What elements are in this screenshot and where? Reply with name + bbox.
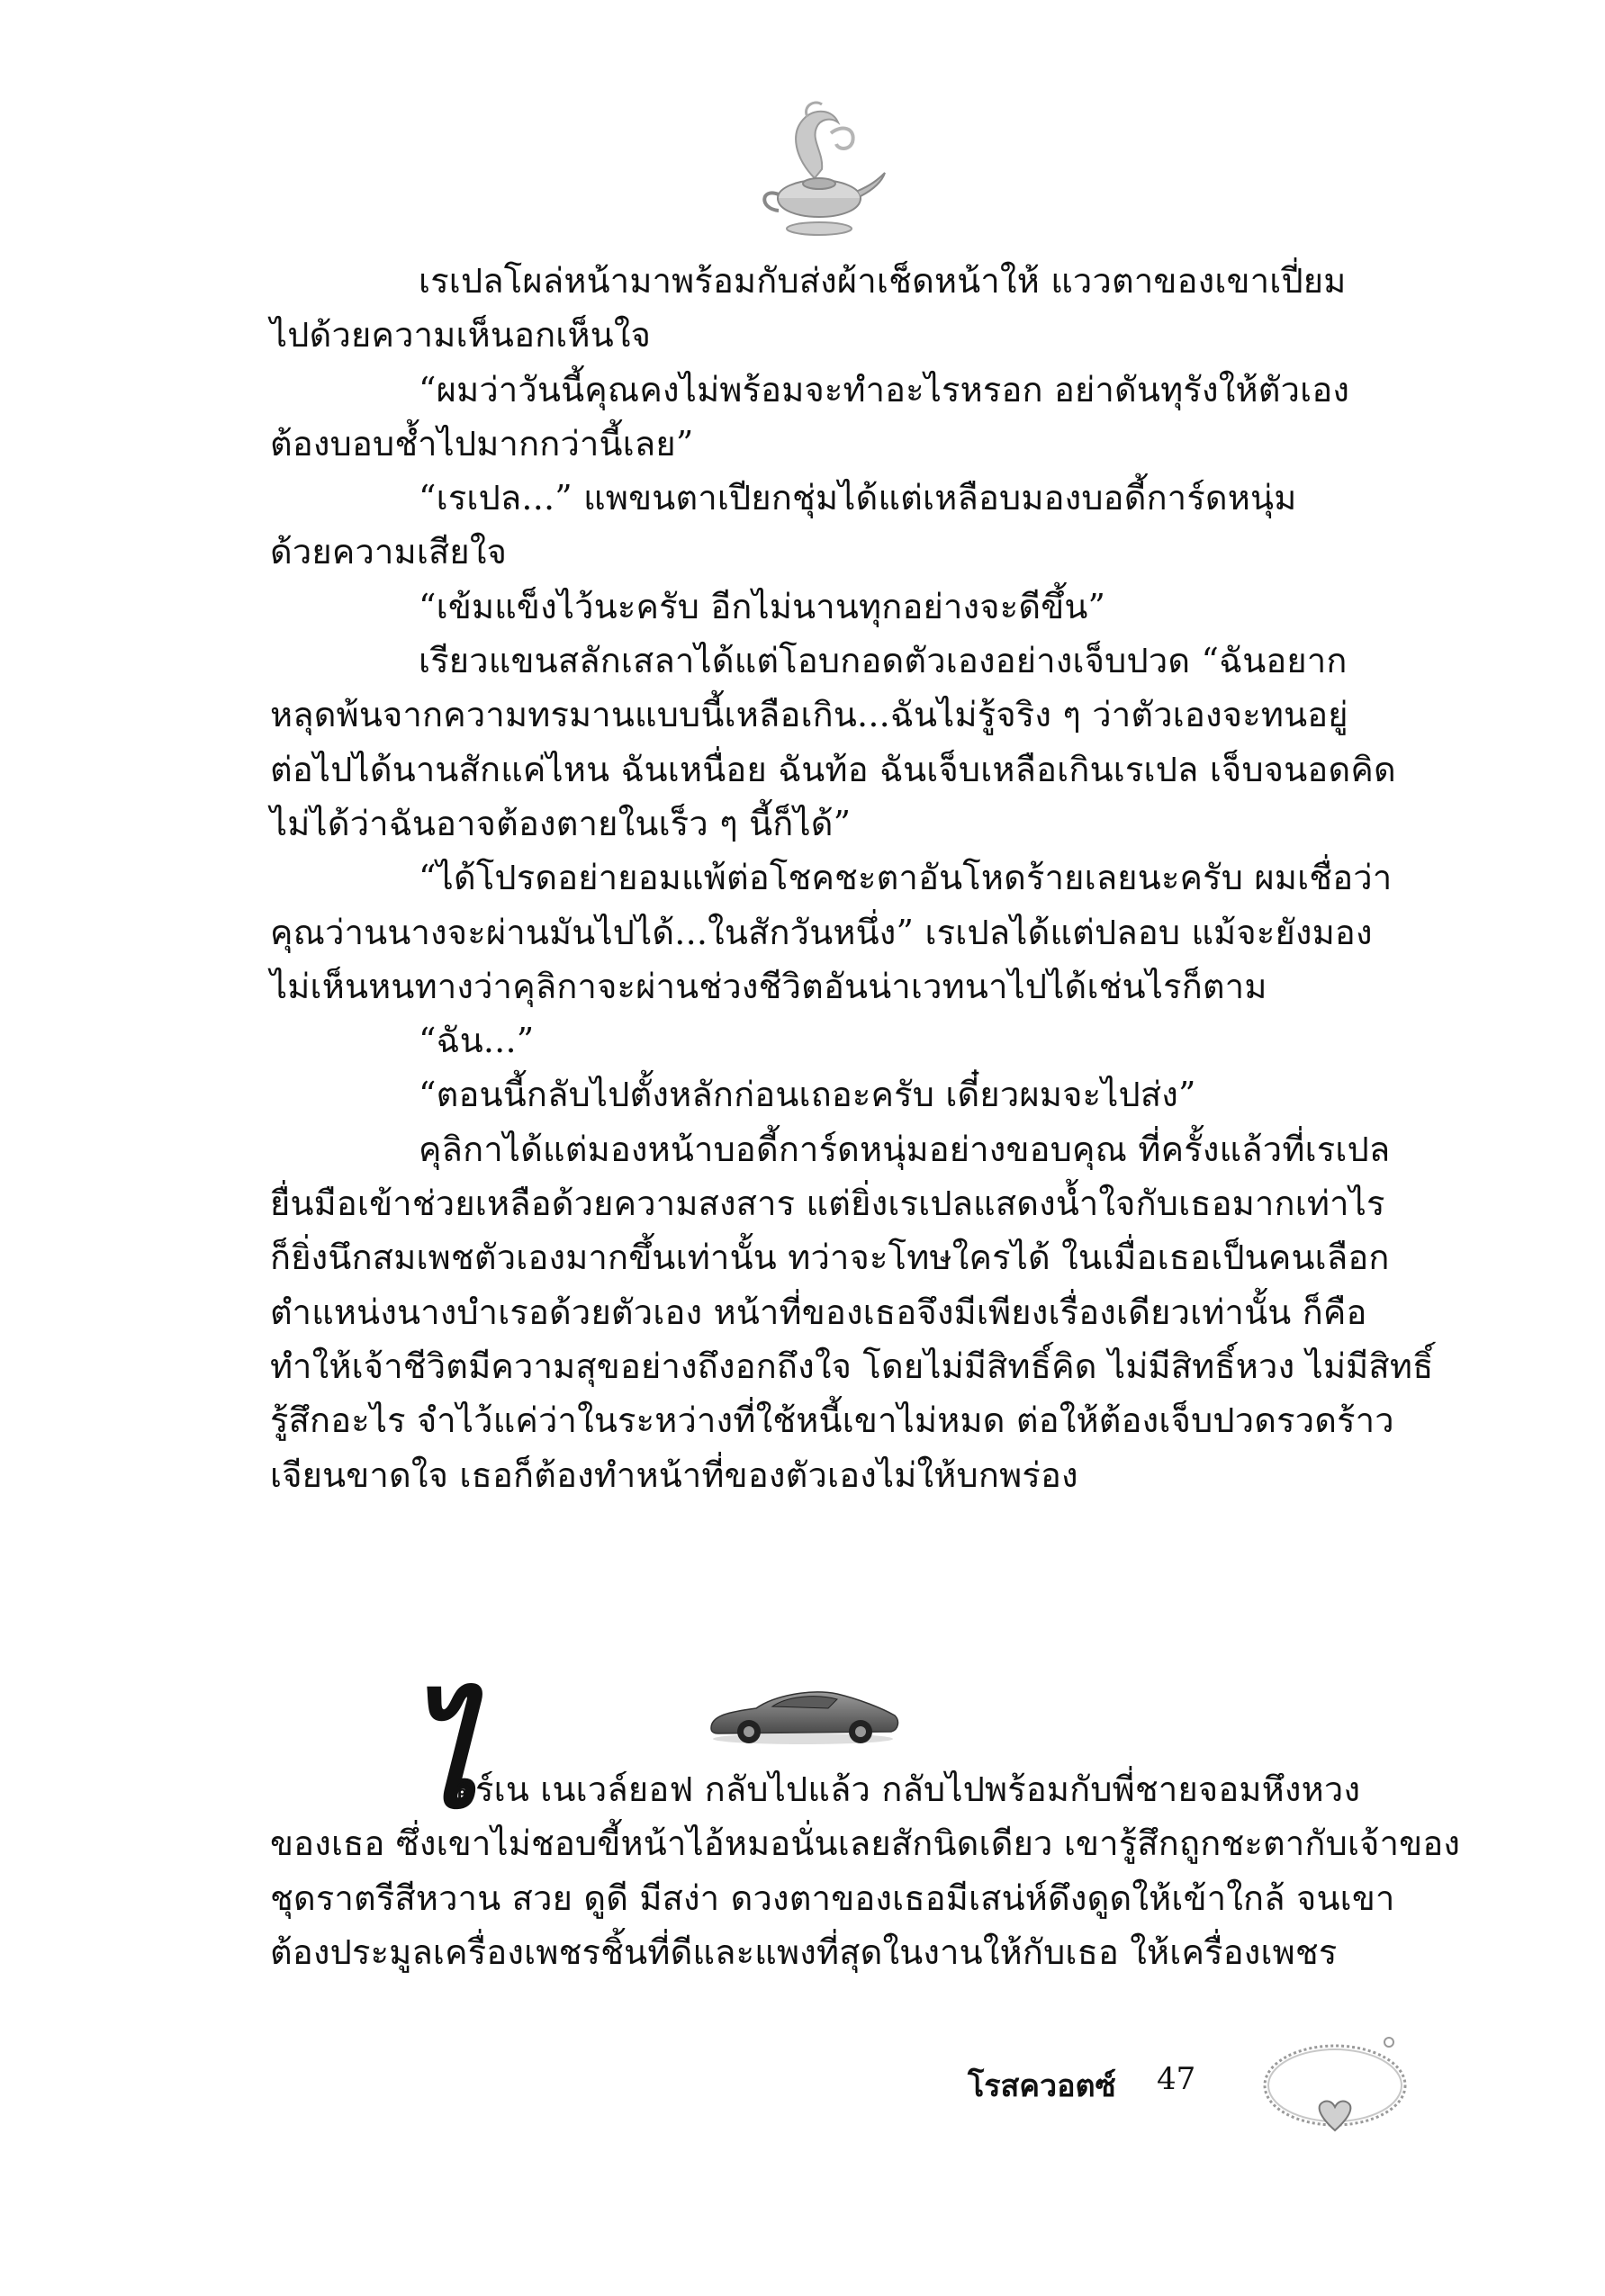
text-line: ก็ยิ่งนึกสมเพชตัวเองมากขึ้นเท่านั้น ทว่าจะโทษใครได้ ในเมื่อเธอเป็นคนเลือก bbox=[270, 1238, 1390, 1278]
text-line: “ฉัน...” bbox=[419, 1021, 535, 1061]
text-line: “เรเปล...” แพขนตาเปียกชุ่มได้แต่เหลือบมองบอดี้การ์ดหนุ่ม bbox=[419, 478, 1297, 518]
running-footer-title: โรสควอตซ์ bbox=[968, 2068, 1116, 2104]
text-line: “เข้มแข็งไว้นะครับ อีกไม่นานทุกอย่างจะดีขึ้น” bbox=[419, 586, 1106, 626]
text-line: หลุดพ้นจากความทรมานแบบนี้เหลือเกิน...ฉันไม่รู้จริง ๆ ว่าตัวเองจะทนอยู่ bbox=[270, 695, 1348, 735]
car-icon bbox=[702, 1676, 905, 1748]
text-line: เจียนขาดใจ เธอก็ต้องทำหน้าที่ของตัวเองไม่ให้บกพร่อง bbox=[270, 1454, 1078, 1495]
text-line: คุณว่านนางจะผ่านมันไปได้...ในสักวันหนึ่ง” เรเปลได้แต่ปลอบ แม้จะยังมอง bbox=[270, 912, 1373, 952]
teapot-ornament-icon bbox=[752, 97, 887, 241]
text-line: ไม่เห็นหนทางว่าคุลิกาจะผ่านช่วงชีวิตอันน่าเวทนาไปได้เช่นไรก็ตาม bbox=[270, 966, 1267, 1006]
text-line: ตำแหน่งนางบำเรอด้วยตัวเอง หน้าที่ของเธอจึงมีเพียงเรื่องเดียวเท่านั้น ก็คือ bbox=[270, 1292, 1367, 1332]
text-line: รู้สึกอะไร จำไว้แค่ว่าในระหว่างที่ใช้หนี้เขาไม่หมด ต่อให้ต้องเจ็บปวดรวดร้าว bbox=[270, 1400, 1394, 1441]
text-line: “ตอนนี้กลับไปตั้งหลักก่อนเถอะครับ เดี๋ยวผมจะไปส่ง” bbox=[419, 1075, 1196, 1115]
text-line: คุลิกาได้แต่มองหน้าบอดี้การ์ดหนุ่มอย่างขอบคุณ ที่ครั้งแล้วที่เรเปล bbox=[419, 1129, 1391, 1169]
dropcap-letter: ไ bbox=[409, 1680, 477, 1839]
section-two-text bbox=[270, 1762, 1461, 1979]
text-line: ไปด้วยความเห็นอกเห็นใจ bbox=[270, 315, 652, 356]
text-line: “ได้โปรดอย่ายอมแพ้ต่อโชคชะตาอันโหดร้ายเลยนะครับ ผมเชื่อว่า bbox=[419, 858, 1393, 898]
body-text bbox=[270, 254, 1434, 1502]
text-line: ชุดราตรีสีหวาน สวย ดูดี มีสง่า ดวงตาของเธอมีเสน่ห์ดึงดูดให้เข้าใกล้ จนเขา bbox=[270, 1877, 1395, 1918]
text-line: เรเปลโผล่หน้ามาพร้อมกับส่งผ้าเช็ดหน้าให้ แววตาของเขาเปี่ยม bbox=[419, 261, 1347, 301]
text-line: ต้องประมูลเครื่องเพชรชิ้นที่ดีและแพงที่สุดในงานให้กับเธอ ให้เครื่องเพชร bbox=[270, 1931, 1338, 1972]
text-line: ทำให้เจ้าชีวิตมีความสุขอย่างถึงอกถึงใจ โดยไม่มีสิทธิ์คิด ไม่มีสิทธิ์หวง ไม่มีสิทธิ์ bbox=[270, 1346, 1434, 1386]
text-line: ยื่นมือเข้าช่วยเหลือด้วยความสงสาร แต่ยิ่งเรเปลแสดงน้ำใจกับเธอมากเท่าไร bbox=[270, 1184, 1385, 1224]
text-line: อร์เน เนเวล์ยอฟ กลับไปแล้ว กลับไปพร้อมกับพี่ชายจอมหึงหวง bbox=[455, 1769, 1361, 1809]
text-line: ของเธอ ซึ่งเขาไม่ชอบขี้หน้าไอ้หมอนั่นเลยสักนิดเดียว เขารู้สึกถูกชะตากับเจ้าของ bbox=[270, 1823, 1461, 1864]
text-line: ต้องบอบช้ำไปมากกว่านี้เลย” bbox=[270, 423, 694, 464]
text-line: ด้วยความเสียใจ bbox=[270, 532, 508, 572]
text-line: “ผมว่าวันนี้คุณคงไม่พร้อมจะทำอะไรหรอก อย่าดันทุรังให้ตัวเอง bbox=[419, 369, 1350, 410]
text-line: เรียวแขนสลักเสลาได้แต่โอบกอดตัวเองอย่างเจ็บปวด “ฉันอยาก bbox=[419, 641, 1348, 681]
text-line: ต่อไปได้นานสักแค่ไหน ฉันเหนื่อย ฉันท้อ ฉันเจ็บเหลือเกินเรเปล เจ็บจนอดคิด bbox=[270, 749, 1396, 789]
text-line: ไม่ได้ว่าฉันอาจต้องตายในเร็ว ๆ นี้ก็ได้” bbox=[270, 803, 852, 843]
bracelet-icon bbox=[1256, 2030, 1413, 2138]
page-number: 47 bbox=[1157, 2061, 1196, 2097]
